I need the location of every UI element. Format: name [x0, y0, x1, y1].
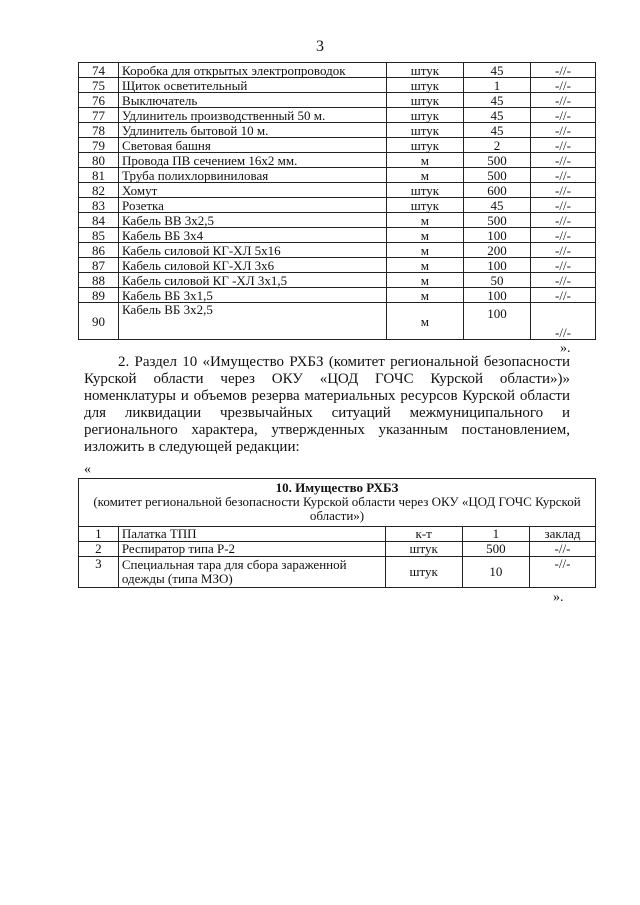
cell-unit: штук	[386, 108, 463, 123]
cell-unit: штук	[386, 183, 463, 198]
cell-unit: штук	[386, 138, 463, 153]
cell-unit: штук	[385, 557, 462, 588]
table-row	[79, 78, 596, 93]
cell-note: -//-	[530, 153, 595, 168]
cell-qty: 500	[463, 213, 530, 228]
cell-name: Удлинитель бытовой 10 м.	[119, 123, 387, 138]
cell-note: -//-	[529, 557, 595, 588]
cell-unit: м	[386, 153, 463, 168]
cell-num: 86	[79, 243, 119, 258]
cell-name: Провода ПВ сечением 16х2 мм.	[119, 153, 387, 168]
cell-name: Кабель силовой КГ-ХЛ 3х6	[119, 258, 387, 273]
cell-qty: 50	[463, 273, 530, 288]
cell-name: Кабель ВВ 3х2,5	[119, 213, 387, 228]
cell-note: -//-	[530, 213, 595, 228]
opening-quote: «	[84, 462, 91, 477]
cell-num: 89	[79, 288, 119, 303]
cell-qty: 45	[463, 108, 530, 123]
cell-note: заклад	[529, 527, 595, 542]
cell-num: 87	[79, 258, 119, 273]
cell-unit: к-т	[385, 527, 462, 542]
closing-quote: ».	[560, 341, 571, 356]
cell-unit: штук	[385, 542, 462, 557]
body-paragraph: 2. Раздел 10 «Имущество РХБЗ (комитет региональной безопасности Курской области через ОКУ «ЦОД ГОЧС Курской области»)» номенклатуры и объемов резерва материальных ресурсов Курской области для ликвидации чрезвычайных ситуаций межмуниципального и регионального характера, утвержденных указанным постановлением, изложить в следующей редакции:	[84, 354, 570, 455]
cell-num: 84	[79, 213, 119, 228]
cell-num: 82	[79, 183, 119, 198]
cell-num: 88	[79, 273, 119, 288]
cell-num: 77	[79, 108, 119, 123]
cell-num: 76	[79, 93, 119, 108]
cell-note: -//-	[529, 542, 595, 557]
cell-name: Световая башня	[119, 138, 387, 153]
cell-note: -//-	[530, 108, 595, 123]
table-row	[79, 153, 596, 168]
cell-name: Специальная тара для сбора зараженной одежды (типа МЗО)	[118, 557, 385, 588]
cell-note: -//-	[530, 93, 595, 108]
cell-num: 78	[79, 123, 119, 138]
cell-name: Труба полихлорвиниловая	[119, 168, 387, 183]
cell-unit: м	[386, 288, 463, 303]
cell-note: -//-	[530, 198, 595, 213]
table-row	[79, 557, 596, 588]
cell-qty: 45	[463, 93, 530, 108]
rhbz-table	[78, 478, 596, 588]
items-table	[78, 62, 596, 340]
cell-name: Удлинитель производственный 50 м.	[119, 108, 387, 123]
cell-name: Выключатель	[119, 93, 387, 108]
cell-num: 90	[79, 303, 119, 340]
table-row	[79, 527, 596, 542]
cell-unit: м	[386, 303, 463, 340]
cell-num: 74	[79, 63, 119, 78]
cell-qty: 45	[463, 123, 530, 138]
cell-name: Хомут	[119, 183, 387, 198]
cell-qty: 100	[463, 288, 530, 303]
cell-qty: 600	[463, 183, 530, 198]
cell-qty: 500	[462, 542, 529, 557]
cell-qty: 500	[463, 168, 530, 183]
cell-qty: 100	[463, 303, 530, 340]
cell-qty: 2	[463, 138, 530, 153]
cell-unit: штук	[386, 93, 463, 108]
cell-name: Кабель силовой КГ -ХЛ 3х1,5	[119, 273, 387, 288]
cell-qty: 200	[463, 243, 530, 258]
cell-note: -//-	[530, 288, 595, 303]
cell-num: 81	[79, 168, 119, 183]
cell-qty: 100	[463, 228, 530, 243]
cell-note: -//-	[530, 243, 595, 258]
cell-unit: штук	[386, 63, 463, 78]
cell-name: Кабель силовой КГ-ХЛ 5х16	[119, 243, 387, 258]
cell-note: -//-	[530, 123, 595, 138]
cell-num: 79	[79, 138, 119, 153]
cell-name: Палатка ТПП	[118, 527, 385, 542]
rhbz-table-title: 10. Имущество РХБЗ	[275, 480, 399, 495]
rhbz-table-header-cell	[79, 479, 596, 527]
closing-quote: ».	[553, 590, 564, 605]
rhbz-table-subtitle: (комитет региональной безопасности Курской области через ОКУ «ЦОД ГОЧС Курской области»)	[93, 494, 581, 523]
cell-unit: штук	[386, 198, 463, 213]
table-row	[79, 63, 596, 78]
table-row	[79, 138, 596, 153]
cell-qty: 10	[462, 557, 529, 588]
cell-num: 80	[79, 153, 119, 168]
table-row	[79, 258, 596, 273]
cell-qty: 1	[462, 527, 529, 542]
cell-note: -//-	[530, 183, 595, 198]
cell-name: Щиток осветительный	[119, 78, 387, 93]
cell-unit: м	[386, 168, 463, 183]
table-row	[79, 108, 596, 123]
cell-num: 3	[79, 557, 119, 588]
table-row	[79, 93, 596, 108]
table-row	[79, 123, 596, 138]
cell-note: -//-	[530, 168, 595, 183]
cell-note: -//-	[530, 138, 595, 153]
cell-qty: 1	[463, 78, 530, 93]
cell-name: Розетка	[119, 198, 387, 213]
cell-note: -//-	[530, 303, 595, 340]
cell-qty: 500	[463, 153, 530, 168]
cell-name: Кабель ВБ 3х1,5	[119, 288, 387, 303]
page-number: 3	[316, 38, 324, 55]
cell-qty: 45	[463, 198, 530, 213]
table-row	[79, 228, 596, 243]
cell-note: -//-	[530, 63, 595, 78]
cell-unit: м	[386, 273, 463, 288]
cell-note: -//-	[530, 273, 595, 288]
cell-num: 83	[79, 198, 119, 213]
table-row	[79, 542, 596, 557]
cell-num: 1	[79, 527, 119, 542]
cell-unit: м	[386, 228, 463, 243]
table-row	[79, 288, 596, 303]
cell-name: Респиратор типа Р-2	[118, 542, 385, 557]
cell-unit: м	[386, 213, 463, 228]
cell-num: 75	[79, 78, 119, 93]
cell-unit: штук	[386, 123, 463, 138]
cell-num: 2	[79, 542, 119, 557]
cell-qty: 45	[463, 63, 530, 78]
cell-note: -//-	[530, 258, 595, 273]
cell-note: -//-	[530, 78, 595, 93]
table-row	[79, 168, 596, 183]
table-row	[79, 273, 596, 288]
cell-qty: 100	[463, 258, 530, 273]
table-row	[79, 213, 596, 228]
table-row	[79, 198, 596, 213]
table-row	[79, 243, 596, 258]
cell-unit: м	[386, 243, 463, 258]
cell-note: -//-	[530, 228, 595, 243]
rhbz-table-header	[79, 479, 596, 527]
table-row	[79, 303, 596, 340]
cell-name: Коробка для открытых электропроводок	[119, 63, 387, 78]
cell-num: 85	[79, 228, 119, 243]
cell-name: Кабель ВБ 3х2,5	[119, 303, 387, 340]
cell-name: Кабель ВБ 3х4	[119, 228, 387, 243]
table-row	[79, 183, 596, 198]
cell-unit: м	[386, 258, 463, 273]
cell-unit: штук	[386, 78, 463, 93]
